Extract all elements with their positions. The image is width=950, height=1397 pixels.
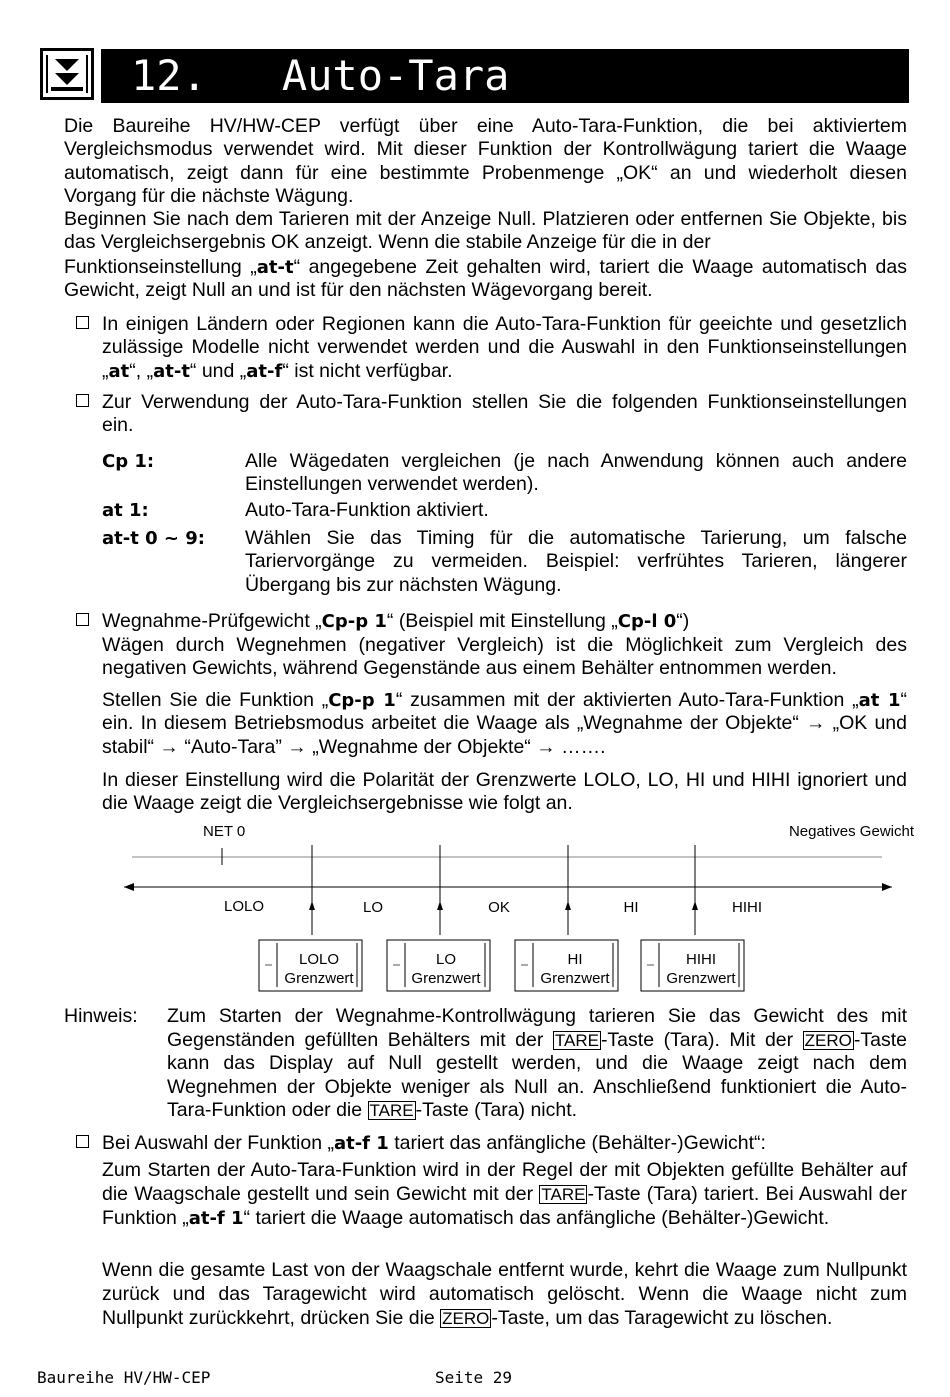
zone-label: OK <box>488 899 510 916</box>
setting-term: at-t 0 ~ 9: <box>102 528 205 549</box>
section-icon <box>40 48 94 100</box>
zone-label: HI <box>623 899 639 916</box>
intro-paragraph: Funktionseinstellung „at-t“ angegebene Zeit gehalten wird, tariert die Waage automatisch das Gewicht, zeigt Null an und ist für den nächsten Wägevorgang bereit. <box>64 255 907 302</box>
zone-label: HIHI <box>732 899 762 916</box>
bullet-paragraph: Stellen Sie die Funktion „Cp-p 1“ zusammen mit der aktivierten Auto-Tara-Funktion „at 1“ ein. In diesem Betriebsmodus arbeitet die Waage als „Wegnahme der Objekte“ → „OK und stabil“ → “Auto-Tara” → „Wegnahme der Objekte“ → ……. <box>102 689 907 758</box>
limit-box-line1: HI <box>567 951 583 968</box>
setting-term: at 1: <box>102 500 149 521</box>
zone-label: LO <box>362 899 384 916</box>
section-title: Auto-Tara <box>281 51 510 100</box>
bullet-item <box>76 313 907 383</box>
download-arrow-icon <box>43 51 91 97</box>
bullet-text: Zur Verwendung der Auto-Tara-Funktion stellen Sie die folgenden Funktionseinstellungen ein. <box>102 391 907 437</box>
setting-term: Cp 1: <box>102 451 155 472</box>
code-at-t: at-t <box>256 256 294 278</box>
bullet-paragraph: Wägen durch Wegnehmen (negativer Vergleich) ist die Möglichkeit zum Vergleich des negativen Gewichts, während Gegenstände aus einem Behälter entnommen werden. <box>102 634 907 680</box>
limit-box-line2: Grenzwert <box>666 970 736 987</box>
tare-key: TARE <box>554 1030 599 1050</box>
zero-key: ZERO <box>804 1030 852 1050</box>
bullet-item <box>76 610 907 633</box>
bullet-text: In einigen Ländern oder Regionen kann die Auto-Tara-Funktion für geeichte und gesetzlich zulässige Modelle nicht verwendet werden und die Auswahl in den Funktionseinstellungen „at“, „at-t“ und „at-f“ ist nicht verfügbar. <box>102 313 907 382</box>
zone-label: LOLO <box>223 898 265 915</box>
comparison-diagram <box>0 815 950 1000</box>
section-number: 12. <box>131 51 207 100</box>
checkbox-icon <box>76 1135 89 1148</box>
bullet-heading: Bei Auswahl der Funktion „at-f 1 tariert das anfängliche (Behälter-)Gewicht“: <box>102 1132 766 1154</box>
negative-weight-label: Negatives Gewicht <box>788 823 914 840</box>
zero-key: ZERO <box>442 1309 490 1328</box>
intro-paragraph: Beginnen Sie nach dem Tarieren mit der Anzeige Null. Platzieren oder entfernen Sie Objekte, bis das Vergleichsergebnis OK anzeigt. Wenn die stabile Anzeige für die in der <box>64 208 907 254</box>
limit-box-line2: Grenzwert <box>540 970 610 987</box>
limit-box-line2: Grenzwert <box>411 970 481 987</box>
bullet-paragraph: Wenn die gesamte Last von der Waagschale entfernt wurde, kehrt die Waage zum Nullpunkt zurück und das Taragewicht wird automatisch gelöscht. Wenn die Waage nicht zum Nullpunkt zurückkehrt, drücken Sie die ZERO -Taste, um das Taragewicht zu löschen. <box>102 1259 907 1329</box>
section-title-bar <box>101 49 909 103</box>
footer-series: Baureihe HV/HW-CEP <box>37 1368 211 1387</box>
bullet-item <box>76 391 907 438</box>
setting-desc: Auto-Tara-Funktion aktiviert. <box>245 499 489 521</box>
setting-desc: Alle Wägedaten vergleichen (je nach Anwendung können auch andere Einstellungen verwendet werden). <box>245 450 907 496</box>
bullet-heading: Wegnahme-Prüfgewicht „Cp-p 1“ (Beispiel mit Einstellung „Cp-l 0“) <box>102 610 690 632</box>
checkbox-icon <box>76 316 89 329</box>
note-text: Zum Starten der Wegnahme-Kontrollwägung tarieren Sie das Gewicht des mit Gegenständen gefüllten Behälters mit der TARE -Taste (Tara). Mit der ZERO -Taste kann das Display auf Null gestellt werden, und die Waage zeigt nach dem Wegnehmen der Objekte weniger als Null an. Anschließend funktioniert die Auto-Tara-Funktion oder die TARE -Taste (Tara) nicht. <box>167 1005 907 1122</box>
page-number: Seite 29 <box>435 1368 513 1387</box>
limit-box-line1: HIHI <box>686 951 716 968</box>
bullet-item <box>76 1132 907 1155</box>
bullet-paragraph: Zum Starten der Auto-Tara-Funktion wird in der Regel der mit Objekten gefüllte Behälter auf die Waagschale gestellt und sein Gewicht mit der TARE -Taste (Tara) tariert. Bei Auswahl der Funktion „at-f 1“ tariert die Waage automatisch das anfängliche (Behälter-)Gewicht. <box>102 1159 907 1229</box>
intro-paragraph: Die Baureihe HV/HW-CEP verfügt über eine Auto-Tara-Funktion, die bei aktiviertem Vergleichsmodus verwendet wird. Mit dieser Funktion der Kontrollwägung tariert die Waage automatisch, zeigt dann für eine bestimmte Probenmenge „OK“ an und wiederholt diesen Vorgang für die nächste Wägung. <box>64 115 907 207</box>
checkbox-icon <box>76 613 89 626</box>
intro-text <box>64 115 907 302</box>
limit-box-line1: LOLO <box>298 951 340 968</box>
limit-box-line1: LO <box>435 951 457 968</box>
setting-desc: Wählen Sie das Timing für die automatische Tarierung, um falsche Tariervorgänge zu vermeiden. Beispiel: verfrühtes Tarieren, längerer Übergang bis zur nächsten Wägung. <box>245 527 907 596</box>
bullet-paragraph: In dieser Einstellung wird die Polarität der Grenzwerte LOLO, LO, HI und HIHI ignoriert und die Waage zeigt die Vergleichsergebnisse wie folgt an. <box>102 769 907 815</box>
limit-box-line2: Grenzwert <box>284 970 354 987</box>
tare-key: TARE <box>541 1185 586 1204</box>
tare-key: TARE <box>369 1101 414 1121</box>
net0-label: NET 0 <box>203 823 246 840</box>
checkbox-icon <box>76 394 89 407</box>
note-label: Hinweis: <box>64 1005 138 1027</box>
